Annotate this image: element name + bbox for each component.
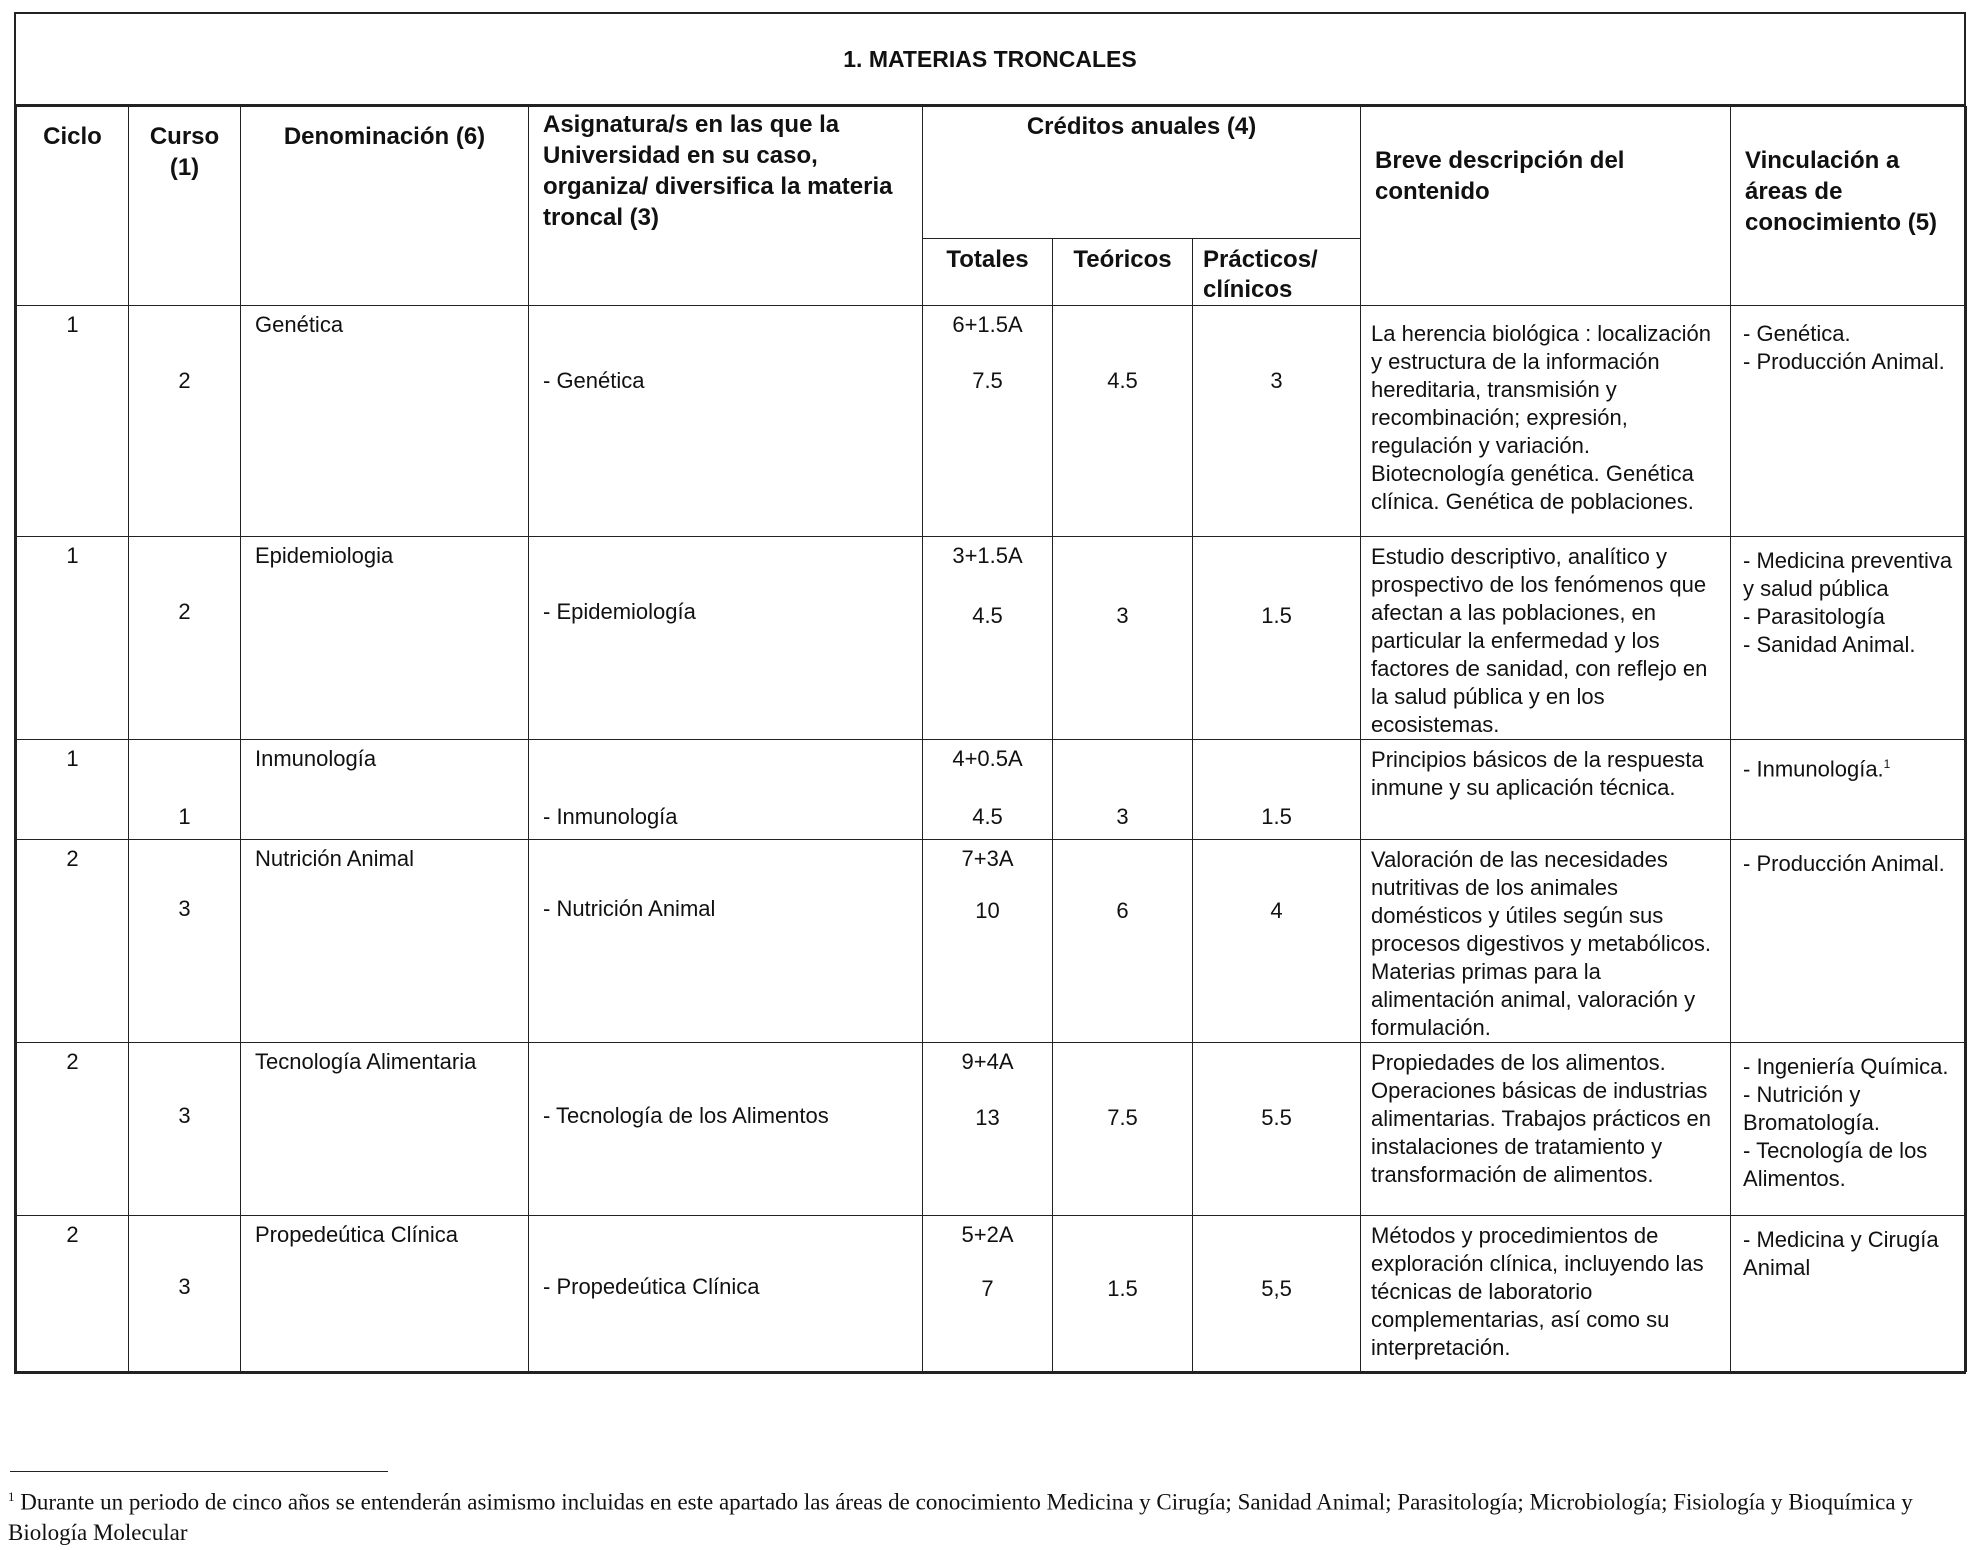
- header-teoricos: Teóricos: [1053, 239, 1193, 306]
- area-item: - Medicina y Cirugía Animal: [1743, 1227, 1939, 1280]
- cell-practicos: 3: [1193, 306, 1361, 537]
- cell-teoricos: 4.5: [1053, 306, 1193, 537]
- cell-practicos: 5.5: [1193, 1043, 1361, 1216]
- cell-practicos: 1.5: [1193, 740, 1361, 840]
- header-row: [17, 107, 1967, 239]
- cell-descripcion: Estudio descriptivo, analítico y prospectivo de los fenómenos que afectan a las poblaciones, en particular la enfermedad y los factores de sanidad, con reflejo en la salud pública y en los ecosistemas.: [1361, 537, 1731, 740]
- header-ciclo: Ciclo: [17, 107, 129, 306]
- area-item: - Sanidad Animal.: [1743, 632, 1916, 657]
- cell-asignatura: - Inmunología: [529, 740, 923, 840]
- materias-troncales-table-frame: [14, 12, 1966, 1374]
- cell-curso: 3: [129, 840, 241, 1043]
- header-totales: Totales: [923, 239, 1053, 306]
- cell-practicos: 1.5: [1193, 537, 1361, 740]
- cell-curso: 3: [129, 1043, 241, 1216]
- header-denominacion: Denominación (6): [241, 107, 529, 306]
- table-row: [17, 1043, 1967, 1216]
- header-descripcion: Breve descripción del contenido: [1361, 107, 1731, 306]
- header-creditos-anuales: Créditos anuales (4): [923, 107, 1361, 239]
- table-title: 1. MATERIAS TRONCALES: [16, 14, 1964, 106]
- cell-totales: 5+2A 7: [923, 1216, 1053, 1372]
- cell-totales: 3+1.5A 4.5: [923, 537, 1053, 740]
- table-row: [17, 1216, 1967, 1372]
- footnote-text: Durante un periodo de cinco años se entenderán asimismo incluidas en este apartado las áreas de conocimiento Medicina y Cirugía; Sanidad Animal; Parasitología; Microbiología; Fisiología y Bioquímica y Biología Molecular: [8, 1489, 1913, 1545]
- table-row: [17, 740, 1967, 840]
- cell-practicos: 4: [1193, 840, 1361, 1043]
- cell-descripcion: Valoración de las necesidades nutritivas de los animales domésticos y útiles según sus procesos digestivos y metabólicos. Materias primas para la alimentación animal, valoración y formulación.: [1361, 840, 1731, 1043]
- cell-denominacion: Genética: [241, 306, 529, 537]
- footnote: [8, 1482, 1968, 1548]
- cell-teoricos: 6: [1053, 840, 1193, 1043]
- header-asignatura: Asignatura/s en las que la Universidad en su caso, organiza/ diversifica la materia troncal (3): [529, 107, 923, 306]
- cell-descripcion: Propiedades de los alimentos. Operaciones básicas de industrias alimentarias. Trabajos prácticos en instalaciones de tratamiento y transformación de alimentos.: [1361, 1043, 1731, 1216]
- cell-curso: 2: [129, 537, 241, 740]
- cell-areas: [1731, 537, 1967, 740]
- cell-ciclo: 1: [17, 537, 129, 740]
- cell-totales: 6+1.5A 7.5: [923, 306, 1053, 537]
- table-row: [17, 537, 1967, 740]
- cell-teoricos: 1.5: [1053, 1216, 1193, 1372]
- cell-areas: [1731, 306, 1967, 537]
- area-item: - Genética.: [1743, 321, 1851, 346]
- cell-descripcion: La herencia biológica : localización y estructura de la información hereditaria, transmisión y recombinación; expresión, regulación y variación. Biotecnología genética. Genética clínica. Genética de poblaciones.: [1361, 306, 1731, 537]
- table-row: [17, 306, 1967, 537]
- footnote-mark: 1: [1883, 757, 1891, 771]
- cell-ciclo: 2: [17, 840, 129, 1043]
- area-item: - Ingeniería Química.: [1743, 1054, 1949, 1079]
- cell-areas: [1731, 1043, 1967, 1216]
- cell-teoricos: 3: [1053, 740, 1193, 840]
- cell-asignatura: - Genética: [529, 306, 923, 537]
- cell-denominacion: Propedeútica Clínica: [241, 1216, 529, 1372]
- cell-teoricos: 7.5: [1053, 1043, 1193, 1216]
- area-item: - Parasitología: [1743, 604, 1885, 629]
- cell-totales: 4+0.5A 4.5: [923, 740, 1053, 840]
- cell-curso: 1: [129, 740, 241, 840]
- cell-asignatura: - Tecnología de los Alimentos: [529, 1043, 923, 1216]
- cell-ciclo: 1: [17, 740, 129, 840]
- cell-practicos: 5,5: [1193, 1216, 1361, 1372]
- cell-ciclo: 2: [17, 1216, 129, 1372]
- cell-asignatura: - Nutrición Animal: [529, 840, 923, 1043]
- cell-areas: [1731, 740, 1967, 840]
- footnote-number: 1: [8, 1489, 15, 1504]
- area-item: - Nutrición y Bromatología.: [1743, 1082, 1880, 1135]
- cell-asignatura: - Propedeútica Clínica: [529, 1216, 923, 1372]
- area-item: - Inmunología.$^1$: [1743, 756, 1891, 782]
- cell-denominacion: Tecnología Alimentaria: [241, 1043, 529, 1216]
- cell-teoricos: 3: [1053, 537, 1193, 740]
- header-curso: Curso (1): [129, 107, 241, 306]
- cell-areas: [1731, 1216, 1967, 1372]
- area-item: - Producción Animal.: [1743, 349, 1945, 374]
- materias-table: [16, 106, 1967, 1372]
- cell-totales: 7+3A 10: [923, 840, 1053, 1043]
- cell-denominacion: Inmunología: [241, 740, 529, 840]
- cell-asignatura: - Epidemiología: [529, 537, 923, 740]
- cell-descripcion: Métodos y procedimientos de exploración clínica, incluyendo las técnicas de laboratorio complementarias, así como su interpretación.: [1361, 1216, 1731, 1372]
- header-practicos: Prácticos/ clínicos: [1193, 239, 1361, 306]
- area-item: - Producción Animal.: [1743, 851, 1945, 876]
- cell-totales: 9+4A 13: [923, 1043, 1053, 1216]
- area-item: - Medicina preventiva y salud pública: [1743, 548, 1953, 601]
- footnote-divider: [10, 1471, 388, 1472]
- cell-ciclo: 2: [17, 1043, 129, 1216]
- cell-denominacion: Epidemiologia: [241, 537, 529, 740]
- cell-descripcion: Principios básicos de la respuesta inmune y su aplicación técnica.: [1361, 740, 1731, 840]
- cell-ciclo: 1: [17, 306, 129, 537]
- table-row: [17, 840, 1967, 1043]
- header-vinculacion: Vinculación a áreas de conocimiento (5): [1731, 107, 1967, 306]
- cell-areas: [1731, 840, 1967, 1043]
- cell-denominacion: Nutrición Animal: [241, 840, 529, 1043]
- area-item: - Tecnología de los Alimentos.: [1743, 1138, 1928, 1191]
- cell-curso: 2: [129, 306, 241, 537]
- cell-curso: 3: [129, 1216, 241, 1372]
